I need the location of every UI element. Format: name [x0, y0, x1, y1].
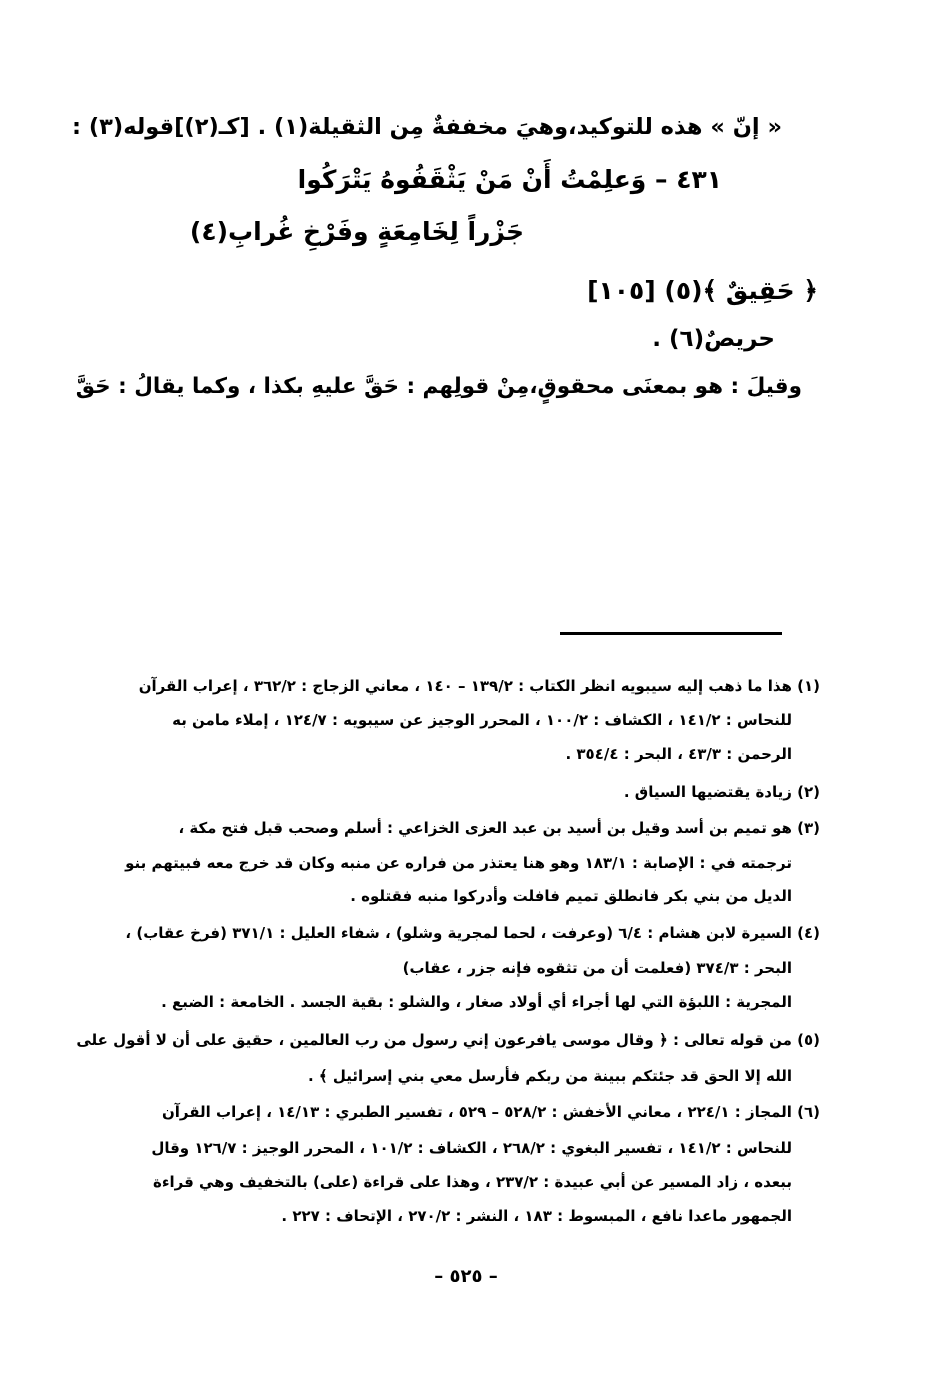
body-line-3: وقيلَ : هو بمعنَى محقوقٍ،مِنْ قولِهم : حَقَّ عليهِ بكذا ، وكما يقالُ : حَقَّ: [75, 374, 802, 399]
footnote-line: الله إلا الحق قد جئتكم ببينة من ربكم فأرسل معي بني إسرائيل ﴾ .: [307, 1067, 792, 1085]
footnote-separator: [560, 632, 782, 635]
footnote-line: (٤) السيرة لابن هشام : ٦/٤ (وعرفت ، لحما لمجرية وشلو) ، شفاء العليل : ٣٧١/١ (فرخ عقاب) ،: [125, 924, 820, 942]
footnote-line: للنحاس : ١٤١/٢ ، الكشاف : ١٠٠/٢ ، المحرر الوجيز عن سيبويه : ١٢٤/٧ ، إملاء مامن به: [172, 711, 792, 729]
page-number: – ٥٢٥ –: [434, 1266, 498, 1287]
footnote-line: (٢) زيادة يقتضيها السياق .: [623, 783, 820, 801]
footnote-line: للنحاس : ١٤١/٢ ، تفسير البغوي : ٢٦٨/٢ ، الكشاف : ١٠١/٢ ، المحرر الوجيز : ١٢٦/٧ وقال: [151, 1139, 792, 1157]
footnote-line: الرحمن : ٤٣/٣ ، البحر : ٣٥٤/٤ .: [565, 745, 792, 763]
verse-line-2: جَزْراً لِخَامِعَةٍ وفَرْخِ غُرابِ(٤): [189, 217, 524, 246]
footnote-line: البحر : ٣٧٤/٣ (فعلمت أن من تثقوه فإنه جزر ، عقاب): [402, 959, 792, 977]
body-line-2: حريصٌ(٦) .: [652, 326, 775, 352]
footnote-line: الجمهور ماعدا نافع ، المبسوط : ١٨٣ ، النشر : ٢٧٠/٢ ، الإتحاف : ٢٢٧ .: [281, 1207, 792, 1225]
footnote-line: ببعده ، زاد المسير عن أبي عبيدة : ٢٣٧/٢ ، وهذا على قراءة (على) بالتخفيف وهي قراءة: [152, 1173, 792, 1191]
body-line-1: « إنّ » هذه للتوكيد،وهيَ مخففةٌ مِن الثقيلة(١) . [كـ(٢)]قوله(٣) :: [72, 114, 782, 140]
verse-heading: ﴿ حَقِيقٌ ﴾(٥) [١٠٥]: [587, 276, 818, 305]
footnote-line: (١) هذا ما ذهب إليه سيبويه انظر الكتاب : ١٣٩/٢ – ١٤٠ ، معاني الزجاج : ٣٦٢/٢ ، إعراب القرآن: [138, 677, 820, 695]
footnote-line: الديل من بني بكر فانطلق تميم فافلت وأدركوا منبه فقتلوه .: [350, 887, 792, 905]
verse-line-1: ٤٣١ – وَعلِمْتُ أَنْ مَنْ يَثْقَفُوهُ يَتْرَكُوا: [297, 165, 722, 194]
footnote-line: (٣) هو تميم بن أسد وقيل بن أسيد بن عبد العزى الخزاعي : أسلم وصحب قبل فتح مكة ،: [178, 819, 820, 837]
footnote-line: (٥) من قوله تعالى : ﴿ وقال موسى يافرعون إني رسول من رب العالمين ، حقيق على أن لا أقول على: [76, 1031, 820, 1049]
footnote-line: (٦) المجاز : ٢٢٤/١ ، معاني الأخفش : ٥٢٨/٢ – ٥٢٩ ، تفسير الطبري : ١٤/١٣ ، إعراب القرآن: [161, 1103, 820, 1121]
footnote-line: المجرية : اللبؤة التي لها أجراء أي أولاد صغار ، والشلو : بقية الجسد . الخامعة : الضبع .: [161, 993, 792, 1011]
footnote-line: ترجمته في : الإصابة : ١٨٣/١ وهو هنا يعتذر من فراره عن منبه وكان قد خرج معه فبيتهم بنو: [125, 854, 792, 872]
